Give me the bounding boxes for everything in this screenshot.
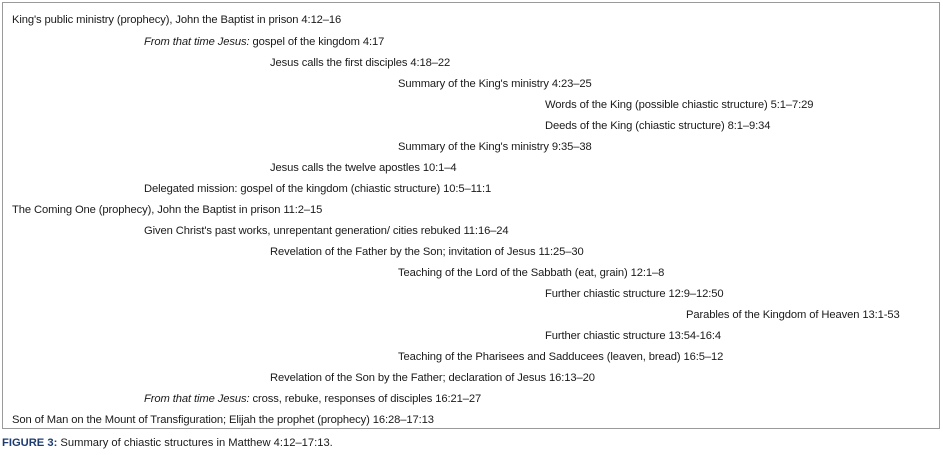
outline-row: Revelation of the Father by the Son; invitation of Jesus 11:25–30 bbox=[270, 246, 584, 258]
outline-row: Summary of the King's ministry 9:35–38 bbox=[398, 141, 592, 153]
outline-row: Parables of the Kingdom of Heaven 13:1-53 bbox=[686, 309, 900, 321]
outline-row: Further chiastic structure 12:9–12:50 bbox=[545, 288, 724, 300]
outline-row: Teaching of the Lord of the Sabbath (eat, grain) 12:1–8 bbox=[398, 267, 665, 279]
outline-row: From that time Jesus: cross, rebuke, responses of disciples 16:21–27 bbox=[144, 393, 482, 405]
outline-row: Teaching of the Pharisees and Sadducees (leaven, bread) 16:5–12 bbox=[398, 351, 724, 363]
outline-row: Delegated mission: gospel of the kingdom (chiastic structure) 10:5–11:1 bbox=[144, 183, 492, 195]
outline-row: Revelation of the Son by the Father; declaration of Jesus 16:13–20 bbox=[270, 372, 595, 384]
outline-row: Summary of the King's ministry 4:23–25 bbox=[398, 78, 592, 90]
outline-row: King's public ministry (prophecy), John the Baptist in prison 4:12–16 bbox=[12, 14, 342, 26]
outline-row: Given Christ's past works, unrepentant generation/ cities rebuked 11:16–24 bbox=[144, 225, 509, 237]
figure-caption bbox=[2, 436, 333, 450]
row-italic-prefix: From that time Jesus: bbox=[144, 393, 250, 405]
caption-label: FIGURE 3: bbox=[2, 437, 58, 449]
outline-row: Further chiastic structure 13:54-16:4 bbox=[545, 330, 722, 342]
outline-row: Jesus calls the twelve apostles 10:1–4 bbox=[270, 162, 457, 174]
outline-row: Words of the King (possible chiastic structure) 5:1–7:29 bbox=[545, 99, 814, 111]
outline-row: Jesus calls the first disciples 4:18–22 bbox=[270, 57, 451, 69]
outline-row: Son of Man on the Mount of Transfiguration; Elijah the prophet (prophecy) 16:28–17:13 bbox=[12, 414, 434, 426]
outline-row: The Coming One (prophecy), John the Baptist in prison 11:2–15 bbox=[12, 204, 323, 216]
outline-row: From that time Jesus: gospel of the kingdom 4:17 bbox=[144, 36, 385, 48]
caption-text: Summary of chiastic structures in Matthew 4:12–17:13. bbox=[57, 437, 333, 449]
row-italic-prefix: From that time Jesus: bbox=[144, 36, 250, 48]
outline-row: Deeds of the King (chiastic structure) 8:1–9:34 bbox=[545, 120, 771, 132]
